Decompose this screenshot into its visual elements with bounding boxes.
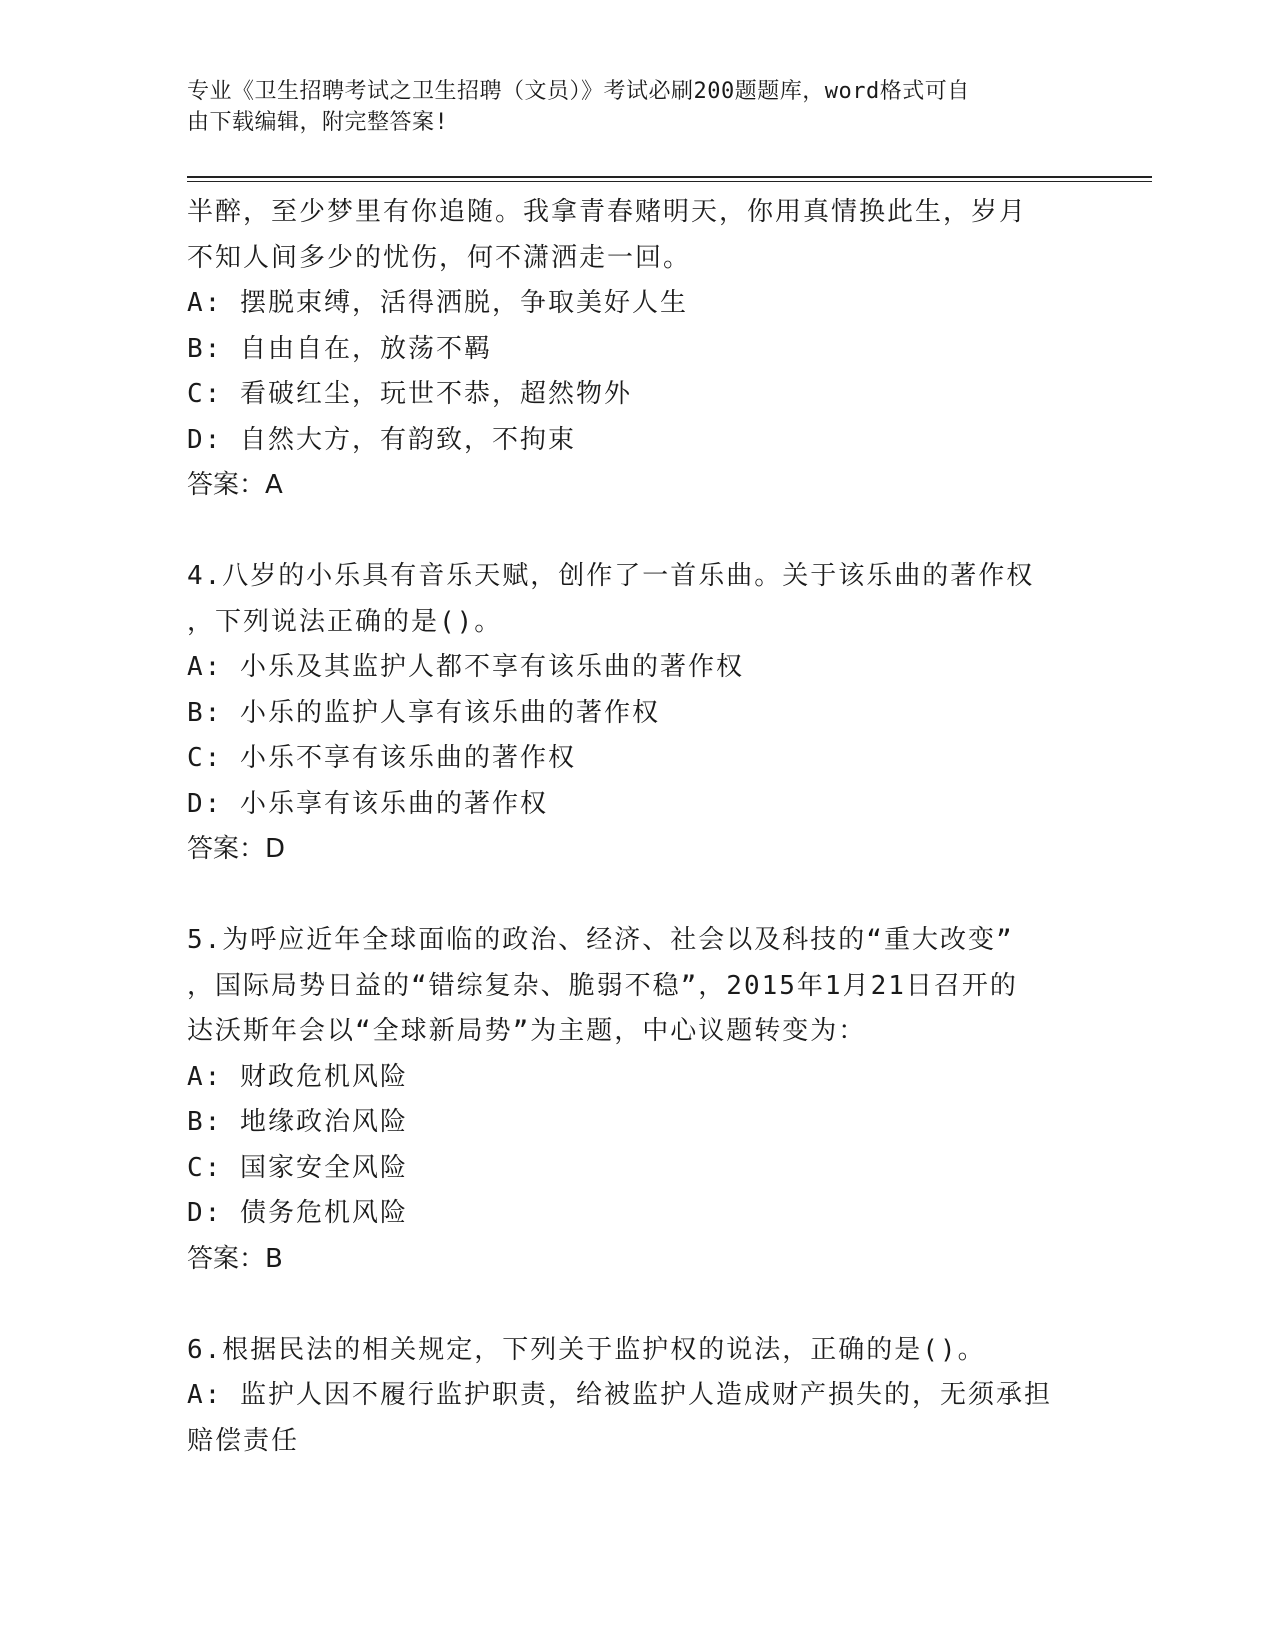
question-5 bbox=[187, 918, 1097, 1282]
question-text: 不知人间多少的忧伤，何不潇洒走一回。 bbox=[187, 242, 692, 273]
document-body bbox=[187, 190, 1097, 1464]
spacer bbox=[187, 509, 1097, 555]
option-a: A: 小乐及其监护人都不享有该乐曲的著作权 bbox=[187, 652, 744, 682]
option-a: A: 财政危机风险 bbox=[187, 1061, 408, 1092]
question-text: 6.根据民法的相关规定，下列关于监护权的说法，正确的是()。 bbox=[187, 1334, 986, 1365]
question-text: 达沃斯年会以“全球新局势”为主题，中心议题转变为： bbox=[187, 1016, 867, 1046]
question-4 bbox=[187, 554, 1097, 873]
question-text: 半醉，至少梦里有你追随。我拿青春赌明天，你用真情换此生，岁月 bbox=[187, 197, 1028, 227]
option-b: B: 自由自在，放荡不羁 bbox=[187, 333, 492, 364]
question-6 bbox=[187, 1328, 1097, 1465]
question-text: 4.八岁的小乐具有音乐天赋，创作了一首乐曲。关于该乐曲的著作权 bbox=[187, 561, 1035, 591]
question-text: ，国际局势日益的“错综复杂、脆弱不稳”，2015年1月21日召开的 bbox=[187, 970, 1018, 1001]
spacer bbox=[187, 1282, 1097, 1328]
option-d: D: 债务危机风险 bbox=[187, 1198, 408, 1228]
option-a: A: 摆脱束缚，活得洒脱，争取美好人生 bbox=[187, 288, 688, 318]
answer: 答案：B bbox=[187, 1243, 283, 1274]
option-d: D: 自然大方，有韵致，不拘束 bbox=[187, 424, 576, 455]
option-c: C: 小乐不享有该乐曲的著作权 bbox=[187, 743, 576, 773]
option-b: B: 小乐的监护人享有该乐曲的著作权 bbox=[187, 697, 660, 728]
answer: 答案：D bbox=[187, 834, 286, 864]
option-d: D: 小乐享有该乐曲的著作权 bbox=[187, 788, 548, 819]
question-3 bbox=[187, 190, 1097, 509]
option-a-continued: 赔偿责任 bbox=[187, 1425, 300, 1456]
option-a: A: 监护人因不履行监护职责，给被监护人造成财产损失的，无须承担 bbox=[187, 1380, 1052, 1410]
option-c: C: 看破红尘，玩世不恭，超然物外 bbox=[187, 379, 632, 409]
option-b: B: 地缘政治风险 bbox=[187, 1107, 408, 1137]
answer: 答案：A bbox=[187, 470, 283, 500]
header-rule-thick bbox=[187, 176, 1152, 178]
spacer bbox=[187, 873, 1097, 919]
header-line-1: 专业《卫生招聘考试之卫生招聘（文员）》考试必刷200题题库，word格式可自 bbox=[187, 79, 970, 104]
header-line-2: 由下载编辑，附完整答案! bbox=[187, 110, 449, 135]
header-rule-thin bbox=[187, 181, 1152, 182]
document-header bbox=[187, 76, 1067, 138]
question-text: 5.为呼应近年全球面临的政治、经济、社会以及科技的“重大改变” bbox=[187, 925, 1014, 955]
option-c: C: 国家安全风险 bbox=[187, 1152, 408, 1183]
question-text: ，下列说法正确的是()。 bbox=[187, 606, 503, 637]
